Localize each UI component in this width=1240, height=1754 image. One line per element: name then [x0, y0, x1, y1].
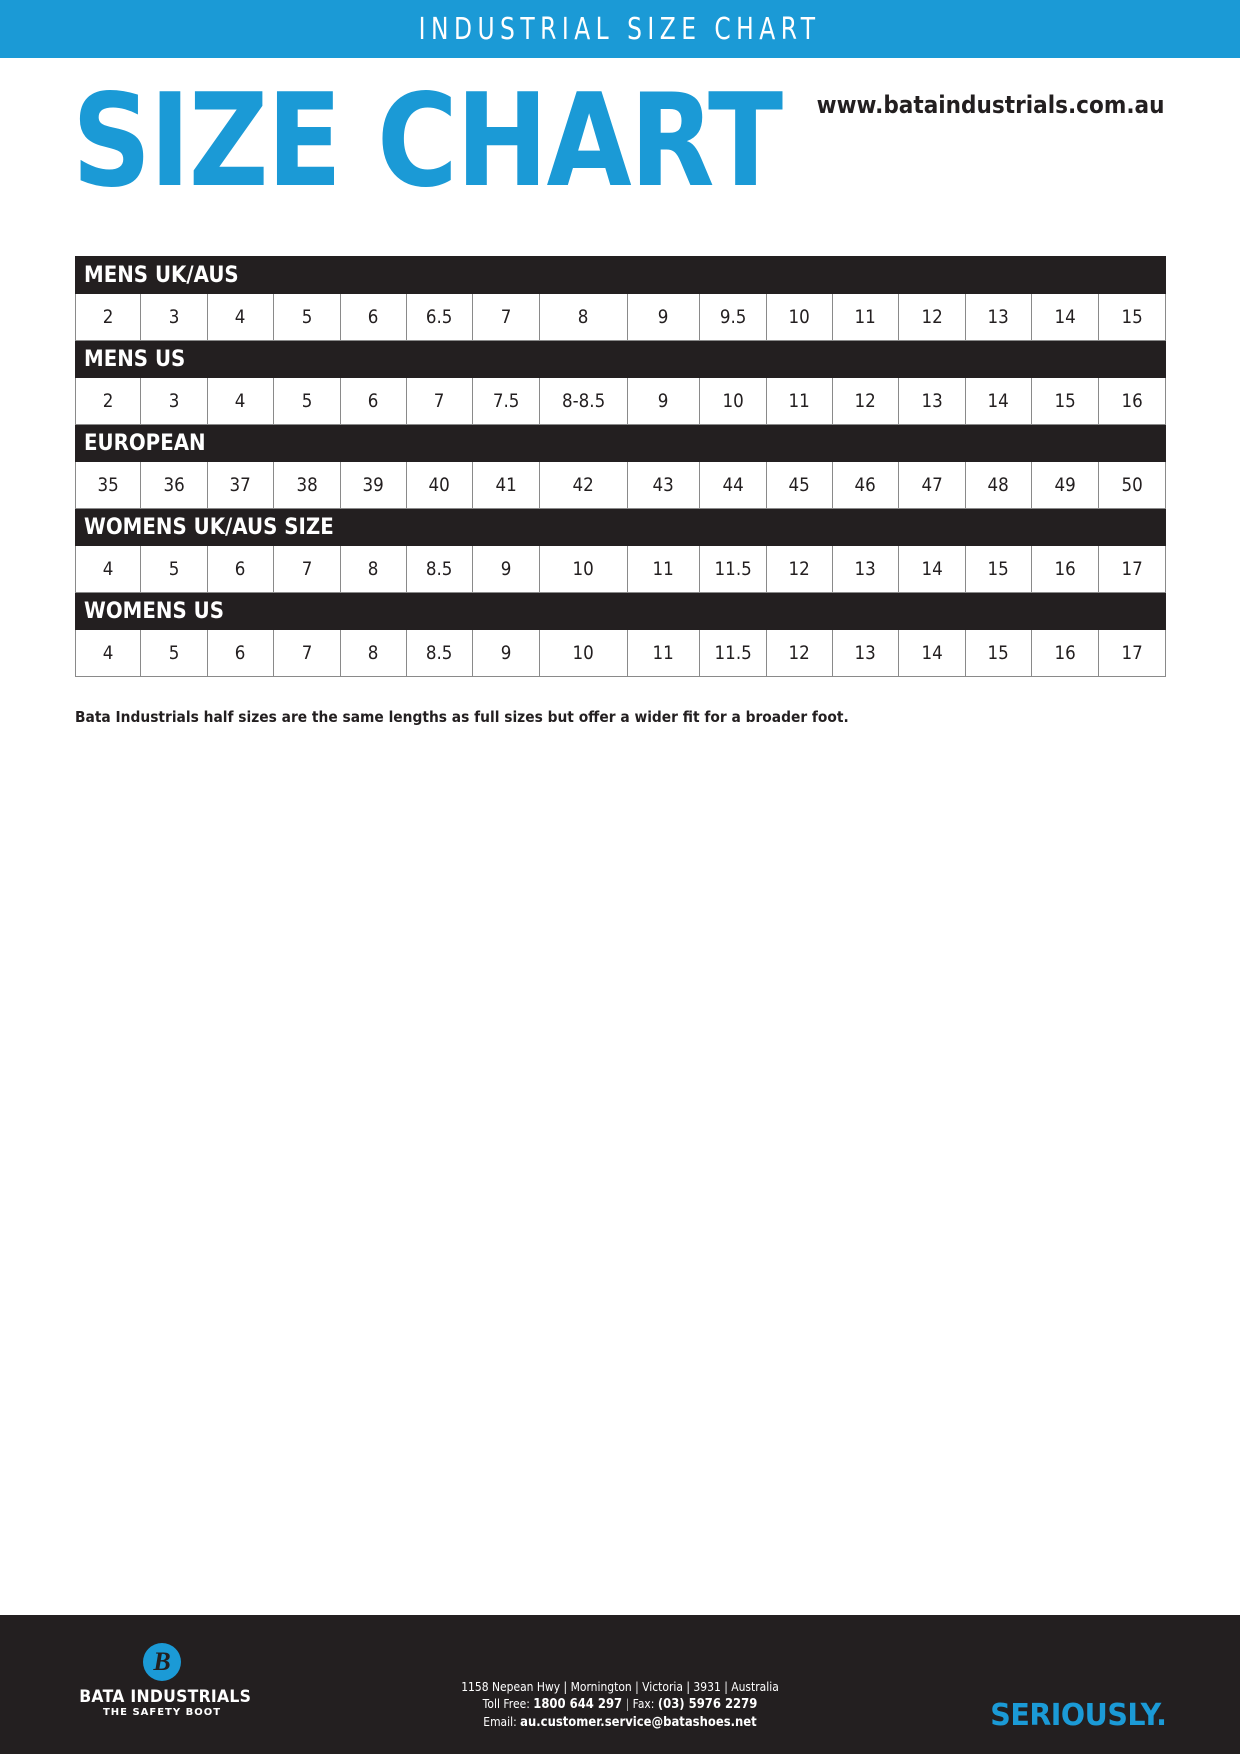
size-value: 12: [921, 306, 943, 328]
footer: [0, 1615, 1240, 1754]
size-value: 9: [500, 642, 512, 664]
size-cell: [540, 462, 628, 509]
size-cell: [1099, 546, 1166, 593]
size-cell: [628, 294, 700, 341]
size-cell: [1099, 378, 1166, 425]
size-value: 13: [854, 558, 877, 580]
email-label: Email:: [483, 1714, 517, 1729]
size-cell: [274, 462, 341, 509]
bata-b-logo-icon: B: [143, 1643, 181, 1681]
size-cell: [341, 546, 407, 593]
size-cell: [540, 378, 628, 425]
contact-info: [420, 1678, 820, 1731]
size-cell: [274, 378, 341, 425]
size-value: 41: [495, 474, 517, 496]
size-cell: [274, 630, 341, 677]
size-value: 8: [368, 642, 379, 664]
size-cell: [341, 462, 407, 509]
size-value: 4: [102, 558, 114, 580]
fax-label: Fax:: [632, 1696, 655, 1711]
section-header: [76, 257, 1166, 294]
size-cell: [1099, 630, 1166, 677]
size-cell: [407, 630, 473, 677]
size-value: 38: [296, 474, 318, 496]
banner-title: INDUSTRIAL SIZE CHART: [419, 11, 821, 47]
size-value: 4: [235, 306, 246, 328]
size-value: 9: [658, 390, 669, 412]
size-value: 14: [1054, 306, 1076, 328]
size-values-row: [76, 630, 1166, 677]
size-value: 2: [102, 306, 114, 328]
size-cell: [473, 378, 540, 425]
section-header-row: [76, 257, 1166, 294]
size-value: 36: [163, 474, 185, 496]
size-value: 10: [722, 390, 744, 412]
size-value: 15: [1054, 390, 1076, 412]
phone-line: [448, 1695, 792, 1713]
section-header: [76, 341, 1166, 378]
size-cell: [76, 378, 141, 425]
size-cell: [1099, 294, 1166, 341]
email-line: [448, 1713, 792, 1731]
size-value: 6: [368, 306, 379, 328]
size-cell: [899, 462, 966, 509]
size-cell: [767, 546, 833, 593]
size-cell: [208, 546, 274, 593]
size-cell: [899, 630, 966, 677]
fax-number: (03) 5976 2279: [657, 1696, 758, 1712]
size-value: 8.5: [426, 558, 453, 580]
section-header: [76, 425, 1166, 462]
size-cell: [407, 294, 473, 341]
size-cell: [700, 294, 767, 341]
size-cell: [141, 294, 208, 341]
bata-logo: [72, 1643, 252, 1718]
size-cell: [407, 546, 473, 593]
section-header-row: [76, 341, 1166, 378]
logo-brand-name: BATA INDUSTRIALS: [79, 1687, 252, 1707]
section-label: WOMENS US: [84, 598, 224, 624]
size-value: 5: [301, 306, 313, 328]
size-cell: [540, 294, 628, 341]
size-cell: [700, 462, 767, 509]
toll-free-label: Toll Free:: [482, 1696, 530, 1711]
size-value: 39: [362, 474, 385, 496]
size-value: 5: [168, 558, 180, 580]
size-value: 11.5: [714, 558, 752, 580]
size-value: 44: [722, 474, 744, 496]
section-label: EUROPEAN: [84, 430, 206, 456]
size-cell: [833, 294, 899, 341]
size-cell: [407, 462, 473, 509]
size-value: 11: [788, 390, 811, 412]
size-value: 10: [572, 642, 595, 664]
size-value: 49: [1054, 474, 1076, 496]
size-cell: [341, 294, 407, 341]
size-value: 3: [168, 390, 180, 412]
size-cell: [1032, 630, 1099, 677]
website-link[interactable]: www.bataindustrials.com.au: [816, 91, 1164, 119]
size-value: 12: [854, 390, 877, 412]
size-cell: [141, 462, 208, 509]
size-cell: [628, 630, 700, 677]
size-value: 6: [235, 642, 246, 664]
size-value: 7: [301, 558, 313, 580]
size-cell: [473, 462, 540, 509]
size-cell: [767, 294, 833, 341]
size-value: 15: [1121, 306, 1143, 328]
size-values-row: [76, 462, 1166, 509]
size-value: 5: [168, 642, 180, 664]
size-value: 48: [987, 474, 1010, 496]
page-title: SIZE CHART: [72, 67, 782, 216]
size-value: 2: [102, 390, 114, 412]
size-value: 11.5: [714, 642, 752, 664]
size-value: 12: [788, 558, 811, 580]
size-cell: [407, 378, 473, 425]
size-value: 6: [235, 558, 246, 580]
size-cell: [1032, 294, 1099, 341]
size-cell: [833, 546, 899, 593]
size-cell: [141, 546, 208, 593]
size-value: 17: [1121, 558, 1143, 580]
slogan: SERIOUSLY.: [989, 1698, 1166, 1733]
address: 1158 Nepean Hwy | Mornington | Victoria | 3931 | Australia: [461, 1679, 779, 1694]
size-cell: [473, 294, 540, 341]
size-value: 15: [987, 642, 1010, 664]
size-value: 47: [921, 474, 943, 496]
size-value: 46: [854, 474, 877, 496]
size-cell: [966, 294, 1032, 341]
size-value: 11: [652, 558, 675, 580]
size-cell: [341, 630, 407, 677]
size-cell: [833, 462, 899, 509]
size-value: 4: [102, 642, 114, 664]
size-cell: [540, 546, 628, 593]
size-cell: [767, 378, 833, 425]
section-header: [76, 509, 1166, 546]
size-cell: [899, 378, 966, 425]
size-cell: [966, 462, 1032, 509]
size-value: 16: [1121, 390, 1143, 412]
section-label: MENS UK/AUS: [84, 262, 239, 288]
size-value: 43: [652, 474, 675, 496]
size-cell: [76, 546, 141, 593]
size-cell: [700, 378, 767, 425]
section-label: MENS US: [84, 346, 186, 372]
size-values-row: [76, 378, 1166, 425]
size-value: 9.5: [719, 306, 747, 328]
size-value: 8: [368, 558, 379, 580]
logo-tagline: THE SAFETY BOOT: [102, 1707, 222, 1718]
size-cell: [1032, 378, 1099, 425]
size-cell: [1032, 546, 1099, 593]
size-value: 7: [434, 390, 445, 412]
size-values-row: [76, 294, 1166, 341]
size-cell: [208, 630, 274, 677]
size-value: 12: [788, 642, 811, 664]
size-chart-table: [75, 256, 1166, 677]
toll-free-number[interactable]: 1800 644 297: [533, 1696, 623, 1712]
size-value: 4: [235, 390, 246, 412]
size-value: 35: [97, 474, 119, 496]
size-value: 37: [229, 474, 252, 496]
size-cell: [1099, 462, 1166, 509]
size-cell: [966, 546, 1032, 593]
size-value: 9: [500, 558, 512, 580]
size-value: 9: [658, 306, 669, 328]
size-cell: [274, 294, 341, 341]
size-value: 14: [987, 390, 1010, 412]
size-value: 7.5: [492, 390, 520, 412]
size-value: 8-8.5: [561, 390, 606, 412]
size-cell: [833, 378, 899, 425]
size-value: 8.5: [426, 642, 453, 664]
size-value: 5: [301, 390, 313, 412]
size-cell: [966, 378, 1032, 425]
size-value: 7: [301, 642, 313, 664]
size-cell: [1032, 462, 1099, 509]
size-value: 6.5: [426, 306, 453, 328]
size-values-row: [76, 546, 1166, 593]
size-cell: [700, 630, 767, 677]
size-value: 13: [921, 390, 943, 412]
size-value: 6: [368, 390, 379, 412]
separator: |: [625, 1696, 630, 1711]
size-cell: [473, 546, 540, 593]
size-cell: [700, 546, 767, 593]
size-value: 13: [854, 642, 877, 664]
size-cell: [833, 630, 899, 677]
size-value: 14: [921, 558, 943, 580]
size-value: 13: [987, 306, 1010, 328]
size-value: 17: [1121, 642, 1143, 664]
size-value: 7: [500, 306, 512, 328]
size-cell: [899, 294, 966, 341]
size-cell: [76, 294, 141, 341]
section-header-row: [76, 425, 1166, 462]
size-cell: [141, 630, 208, 677]
size-cell: [966, 630, 1032, 677]
half-size-footnote: Bata Industrials half sizes are the same lengths as full sizes but offer a wider fit for a broader foot.: [75, 708, 849, 726]
size-value: 40: [428, 474, 451, 496]
size-cell: [274, 546, 341, 593]
email-link[interactable]: au.customer.service@batashoes.net: [520, 1714, 757, 1730]
size-cell: [208, 294, 274, 341]
size-cell: [208, 462, 274, 509]
top-banner: [0, 0, 1240, 58]
size-value: 11: [854, 306, 877, 328]
size-value: 10: [572, 558, 595, 580]
size-cell: [341, 378, 407, 425]
size-cell: [141, 378, 208, 425]
size-value: 8: [578, 306, 589, 328]
size-value: 15: [987, 558, 1010, 580]
size-cell: [899, 546, 966, 593]
size-cell: [76, 630, 141, 677]
section-header-row: [76, 509, 1166, 546]
section-label: WOMENS UK/AUS SIZE: [84, 514, 334, 540]
size-value: 50: [1121, 474, 1143, 496]
section-header: [76, 593, 1166, 630]
size-cell: [76, 462, 141, 509]
size-value: 42: [572, 474, 595, 496]
size-cell: [767, 630, 833, 677]
size-cell: [628, 462, 700, 509]
size-cell: [208, 378, 274, 425]
size-cell: [540, 630, 628, 677]
size-value: 16: [1054, 558, 1076, 580]
size-cell: [628, 546, 700, 593]
size-cell: [473, 630, 540, 677]
size-value: 45: [788, 474, 811, 496]
size-value: 10: [788, 306, 811, 328]
section-header-row: [76, 593, 1166, 630]
size-value: 3: [168, 306, 180, 328]
size-value: 11: [652, 642, 675, 664]
size-cell: [767, 462, 833, 509]
size-cell: [628, 378, 700, 425]
size-value: 16: [1054, 642, 1076, 664]
size-value: 14: [921, 642, 943, 664]
